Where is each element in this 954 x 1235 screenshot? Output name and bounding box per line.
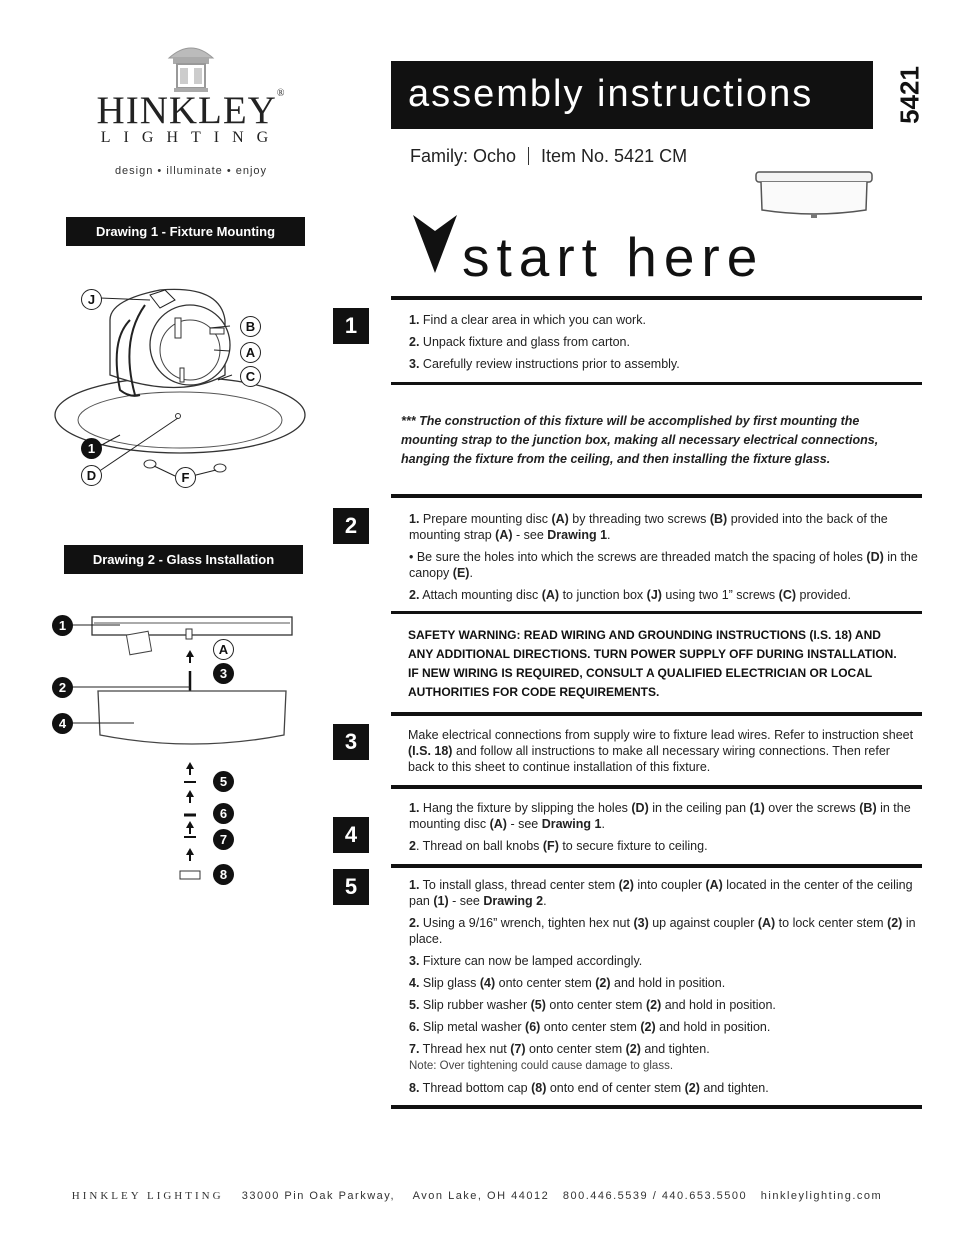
step-4-text bbox=[409, 800, 921, 860]
drawing-2-label: Drawing 2 - Glass Installation bbox=[64, 545, 303, 574]
footer-city: Avon Lake, OH 44012 bbox=[412, 1190, 550, 1202]
callout-d2-2: 2 bbox=[52, 677, 73, 698]
item-code: 5421 bbox=[894, 66, 925, 124]
list-item: 6. Slip metal washer (6) onto center stem (2) and hold in position. bbox=[409, 1020, 771, 1034]
lantern-logo-icon bbox=[80, 44, 302, 94]
step-2-text bbox=[409, 511, 921, 609]
drawing-2-glass-installation bbox=[60, 605, 310, 895]
rule bbox=[391, 382, 922, 385]
list-item: 5. Slip rubber washer (5) onto center stem (2) and hold in position. bbox=[409, 998, 776, 1012]
step-1-badge: 1 bbox=[333, 308, 369, 344]
callout-1: 1 bbox=[81, 438, 102, 459]
callout-b: B bbox=[240, 316, 261, 337]
callout-c: C bbox=[240, 366, 261, 387]
step-4-badge: 4 bbox=[333, 817, 369, 853]
rule bbox=[391, 494, 922, 498]
list-item: 3. Carefully review instructions prior to assembly. bbox=[409, 357, 680, 371]
construction-note: *** The construction of this fixture will be accomplished by first mounting the mounting strap to the junction box, making all necessary electrical connections, hanging the fixture from the ceiling, and then installing the fixture glass. bbox=[401, 414, 879, 466]
list-item: • Be sure the holes into which the screws are threaded match the spacing of holes (D) in the canopy (E). bbox=[409, 550, 918, 580]
brand-name: HINKLEY® bbox=[96, 88, 286, 132]
callout-d2-4: 4 bbox=[52, 713, 73, 734]
registered-mark: ® bbox=[276, 88, 286, 99]
list-item: 1. To install glass, thread center stem (2) into coupler (A) located in the center of the ceiling pan (1) - see Drawing 2. bbox=[409, 878, 913, 908]
family-line bbox=[410, 146, 687, 167]
list-item: 4. Slip glass (4) onto center stem (2) and hold in position. bbox=[409, 976, 726, 990]
family-label: Family: Ocho bbox=[410, 146, 517, 166]
rule bbox=[391, 785, 922, 789]
callout-d2-6: 6 bbox=[213, 803, 234, 824]
page-title: assembly instructions bbox=[391, 61, 873, 129]
start-arrow-icon bbox=[413, 215, 457, 273]
caution-note: Note: Over tightening could cause damage to glass. bbox=[409, 1060, 674, 1072]
footer-brand: HINKLEY LIGHTING bbox=[71, 1190, 224, 1202]
list-item: 2. Using a 9/16” wrench, tighten hex nut (3) up against coupler (A) to lock center stem (2) in place. bbox=[409, 916, 916, 946]
item-number: Item No. 5421 CM bbox=[541, 146, 688, 166]
step-5-text bbox=[409, 877, 921, 1102]
step-1-text bbox=[409, 312, 921, 378]
footer bbox=[0, 1190, 954, 1202]
list-item: 8. Thread bottom cap (8) onto end of center stem (2) and tighten. bbox=[409, 1081, 769, 1095]
callout-d2-a: A bbox=[213, 639, 234, 660]
list-item: 2. Attach mounting disc (A) to junction box (J) using two 1” screws (C) provided. bbox=[409, 588, 851, 602]
callout-d2-7: 7 bbox=[213, 829, 234, 850]
footer-address: 33000 Pin Oak Parkway, bbox=[241, 1190, 396, 1202]
callout-j: J bbox=[81, 289, 102, 310]
callout-d2-5: 5 bbox=[213, 771, 234, 792]
rule bbox=[391, 1105, 922, 1109]
safety-warning: SAFETY WARNING: READ WIRING AND GROUNDING INSTRUCTIONS (I.S. 18) AND ANY ADDITIONAL DIRECTIONS. TURN POWER SUPPLY OFF DURING INSTALLATION. IF NEW WIRING IS REQUIRED, CONSULT A QUALIFIED ELECTRICIAN OR LOCAL AUTHORITIES FOR CODE REQUIREMENTS. bbox=[408, 628, 897, 699]
footer-phone: 800.446.5539 / 440.653.5500 bbox=[562, 1190, 748, 1202]
brand-tagline: design • illuminate • enjoy bbox=[114, 165, 268, 177]
callout-d2-3: 3 bbox=[213, 663, 234, 684]
step-2-badge: 2 bbox=[333, 508, 369, 544]
rule bbox=[391, 611, 922, 614]
start-here-heading: start here bbox=[462, 226, 765, 288]
callout-a: A bbox=[240, 342, 261, 363]
brand-sub: LIGHTING bbox=[100, 129, 282, 146]
list-item: 7. Thread hex nut (7) onto center stem (2) and tighten. Note: Over tightening could cause damage to glass. bbox=[409, 1042, 710, 1072]
list-item: 2. Unpack fixture and glass from carton. bbox=[409, 335, 630, 349]
list-item: 1. Prepare mounting disc (A) by threading two screws (B) provided into the back of the mounting strap (A) - see Drawing 1. bbox=[409, 512, 888, 542]
fixture-thumbnail-icon bbox=[754, 170, 874, 222]
rule bbox=[391, 296, 922, 300]
list-item: 2. Thread on ball knobs (F) to secure fixture to ceiling. bbox=[409, 839, 708, 853]
callout-d2-1: 1 bbox=[52, 615, 73, 636]
step-3-badge: 3 bbox=[333, 724, 369, 760]
list-item: 1. Hang the fixture by slipping the holes (D) in the ceiling pan (1) over the screws (B) in the mounting disc (A) - see Drawing 1. bbox=[409, 801, 911, 831]
callout-d: D bbox=[81, 465, 102, 486]
separator bbox=[528, 147, 529, 165]
rule bbox=[391, 712, 922, 716]
callout-d2-8: 8 bbox=[213, 864, 234, 885]
footer-web[interactable]: hinkleylighting.com bbox=[760, 1190, 883, 1202]
step-3-text bbox=[408, 727, 916, 781]
step-5-badge: 5 bbox=[333, 869, 369, 905]
rule bbox=[391, 864, 922, 868]
list-item: 3. Fixture can now be lamped accordingly. bbox=[409, 954, 643, 968]
callout-f: F bbox=[175, 467, 196, 488]
paragraph: Make electrical connections from supply wire to fixture lead wires. Refer to instruction sheet (I.S. 18) and follow all instructions to make all necessary wiring connections. Then refer back to this sheet to continue installation of this fixture. bbox=[408, 728, 914, 774]
list-item: 1. Find a clear area in which you can work. bbox=[409, 313, 646, 327]
drawing-1-label: Drawing 1 - Fixture Mounting bbox=[66, 217, 305, 246]
